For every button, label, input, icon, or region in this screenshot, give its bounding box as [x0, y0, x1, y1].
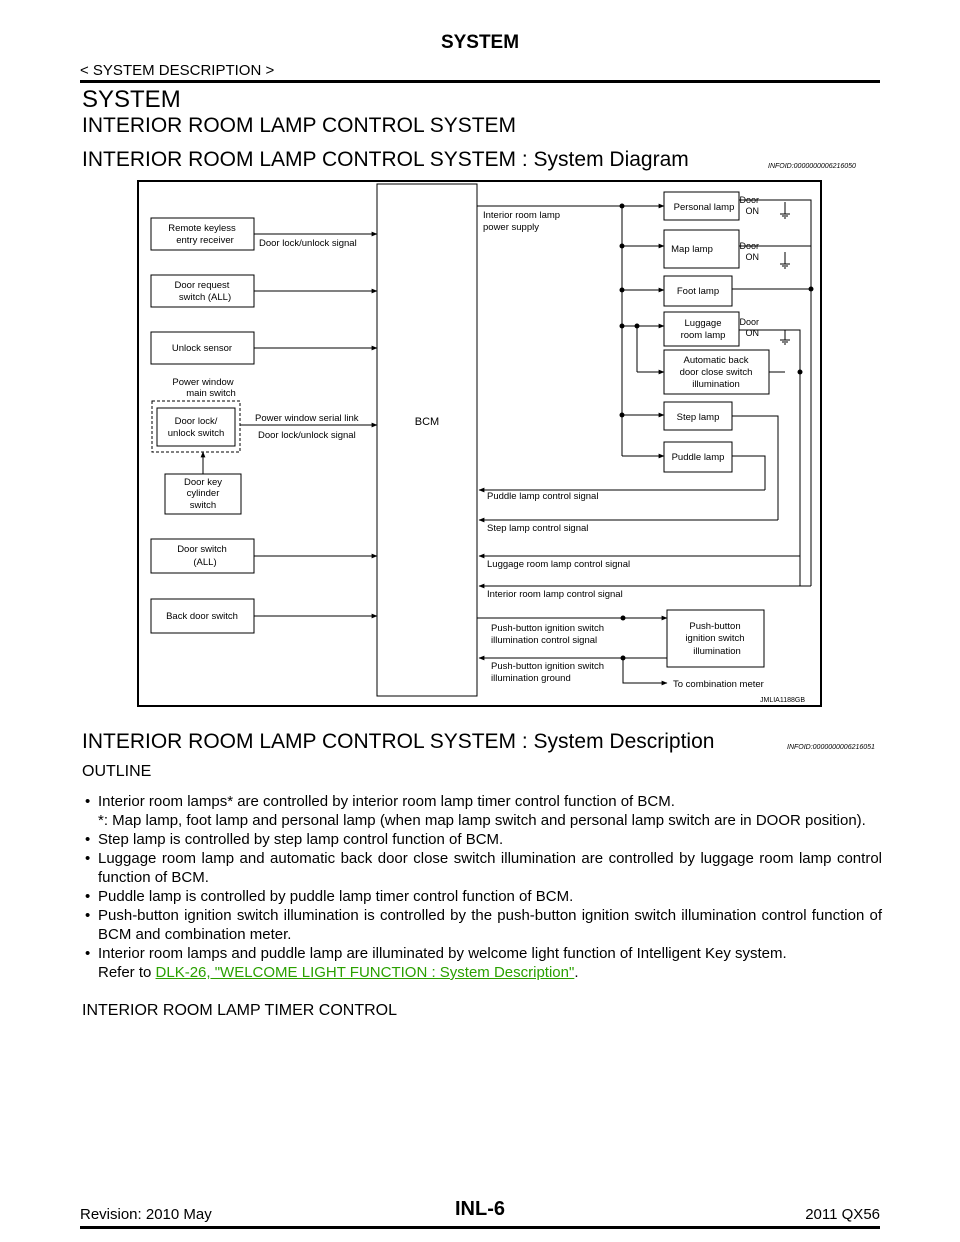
door-lock-switch-box	[157, 408, 235, 446]
outline-heading: OUTLINE	[82, 763, 152, 780]
bcm-label: BCM	[414, 416, 440, 428]
sig-puddle: Puddle lamp control signal	[487, 491, 599, 502]
welcome-light-link[interactable]: DLK-26, "WELCOME LIGHT FUNCTION : System Description"	[155, 964, 575, 981]
page-title: SYSTEM	[82, 86, 181, 113]
remote-keyless-l1: Remote keyless	[168, 223, 236, 234]
door-on-2-on: ON	[745, 252, 759, 262]
header-rule	[80, 80, 880, 83]
door-lock-switch-l2: unlock switch	[167, 428, 225, 439]
sig-step: Step lamp control signal	[487, 523, 589, 534]
back-door-switch-label: Back door switch	[166, 611, 238, 622]
description-infoid: INFOID:0000000006216051	[787, 744, 875, 751]
step-lamp-label: Step lamp	[676, 412, 720, 423]
personal-lamp-label: Personal lamp	[673, 202, 735, 213]
door-on-2-door: Door	[739, 241, 759, 251]
bullet-text: • Push-button ignition switch illumination is controlled by the push-button ignition switch illumination control function of BCM and combination meter.	[98, 907, 882, 943]
door-on-3-on: ON	[745, 328, 759, 338]
door-request-l1: Door request	[174, 280, 230, 291]
door-on-3-door: Door	[739, 317, 759, 327]
push-button-l2: ignition switch	[685, 633, 745, 644]
door-key-l1: Door key	[183, 477, 223, 488]
bcm-block	[377, 184, 477, 696]
diagram-infoid: INFOID:0000000006216050	[768, 163, 856, 170]
sig-pb-ground-l2: illumination ground	[491, 673, 571, 684]
map-lamp-label: Map lamp	[671, 244, 713, 255]
bullet-text: • Step lamp is controlled by step lamp control function of BCM.	[98, 831, 504, 848]
bullet-note: *: Map lamp, foot lamp and personal lamp (when map lamp switch and personal lamp switch are in DOOR position).	[98, 812, 866, 829]
refer-suffix: .	[574, 964, 579, 981]
bullet-text: • Interior room lamps and puddle lamp are illuminated by welcome light function of Intelligent Key system.	[98, 945, 787, 962]
list-item	[82, 906, 882, 944]
puddle-lamp-label: Puddle lamp	[671, 452, 725, 463]
luggage-lamp-l1: Luggage	[684, 318, 722, 329]
power-supply-l1: Interior room lamp	[483, 210, 561, 221]
push-button-l1: Push-button	[689, 621, 741, 632]
sig-power-window-serial: Power window serial link	[255, 413, 359, 424]
auto-back-door-l3: illumination	[692, 379, 740, 390]
running-title: SYSTEM	[440, 32, 520, 53]
sig-pb-control-l1: Push-button ignition switch	[491, 623, 605, 634]
bullet-text: • Luggage room lamp and automatic back door close switch illumination are controlled by luggage room lamp control function of BCM.	[98, 850, 882, 886]
power-window-l2: main switch	[186, 388, 236, 399]
footer-rule	[80, 1226, 880, 1229]
power-window-l1: Power window	[172, 377, 234, 388]
door-on-1-door: Door	[739, 195, 759, 205]
system-heading: INTERIOR ROOM LAMP CONTROL SYSTEM	[82, 114, 517, 137]
bullet-text: • Interior room lamps* are controlled by interior room lamp timer control function of BCM.	[98, 793, 675, 810]
remote-keyless-l2: entry receiver	[176, 235, 234, 246]
sig-interior: Interior room lamp control signal	[487, 589, 623, 600]
list-item	[82, 887, 882, 906]
footer-revision: Revision: 2010 May	[80, 1206, 212, 1223]
diagram-heading-text: INTERIOR ROOM LAMP CONTROL SYSTEM : System Diagram	[82, 148, 689, 171]
push-button-l3: illumination	[693, 646, 741, 657]
list-item	[82, 830, 882, 849]
section-tag: < SYSTEM DESCRIPTION >	[80, 62, 275, 79]
outline-list	[82, 792, 882, 982]
list-item	[82, 944, 882, 982]
sig-luggage: Luggage room lamp control signal	[487, 559, 631, 570]
diagram-heading	[82, 148, 689, 172]
list-item	[82, 849, 882, 887]
description-heading	[82, 730, 714, 754]
timer-heading: INTERIOR ROOM LAMP TIMER CONTROL	[82, 1002, 397, 1019]
description-heading-text: INTERIOR ROOM LAMP CONTROL SYSTEM : System Description	[82, 730, 715, 753]
diagram-code: JMLIA1188GB	[759, 697, 805, 704]
door-lock-switch-l1: Door lock/	[174, 416, 218, 427]
luggage-lamp-l2: room lamp	[680, 330, 726, 341]
unlock-sensor-label: Unlock sensor	[171, 343, 233, 354]
refer-line	[98, 963, 882, 982]
door-switch-l2: (ALL)	[193, 557, 217, 568]
auto-back-door-l2: door close switch	[679, 367, 753, 378]
power-supply-l2: power supply	[483, 222, 539, 233]
door-on-1-on: ON	[745, 206, 759, 216]
door-switch-l1: Door switch	[177, 544, 227, 555]
sig-door-lock-unlock-2: Door lock/unlock signal	[258, 430, 356, 441]
footer-page-code: INL-6	[455, 1198, 505, 1220]
system-diagram	[137, 180, 822, 707]
bullet-text: • Puddle lamp is controlled by puddle lamp timer control function of BCM.	[98, 888, 574, 905]
door-key-l2: cylinder	[186, 488, 220, 499]
sig-door-lock-unlock: Door lock/unlock signal	[259, 238, 357, 249]
list-item	[82, 792, 882, 830]
sig-combination-meter: To combination meter	[673, 679, 764, 690]
refer-prefix: Refer to	[98, 964, 156, 981]
sig-pb-ground-l1: Push-button ignition switch	[491, 661, 605, 672]
door-request-l2: switch (ALL)	[178, 292, 232, 303]
foot-lamp-label: Foot lamp	[676, 286, 720, 297]
sig-pb-control-l2: illumination control signal	[491, 635, 598, 646]
auto-back-door-l1: Automatic back	[683, 355, 749, 366]
door-key-l3: switch	[189, 500, 217, 511]
footer-model: 2011 QX56	[805, 1206, 880, 1223]
